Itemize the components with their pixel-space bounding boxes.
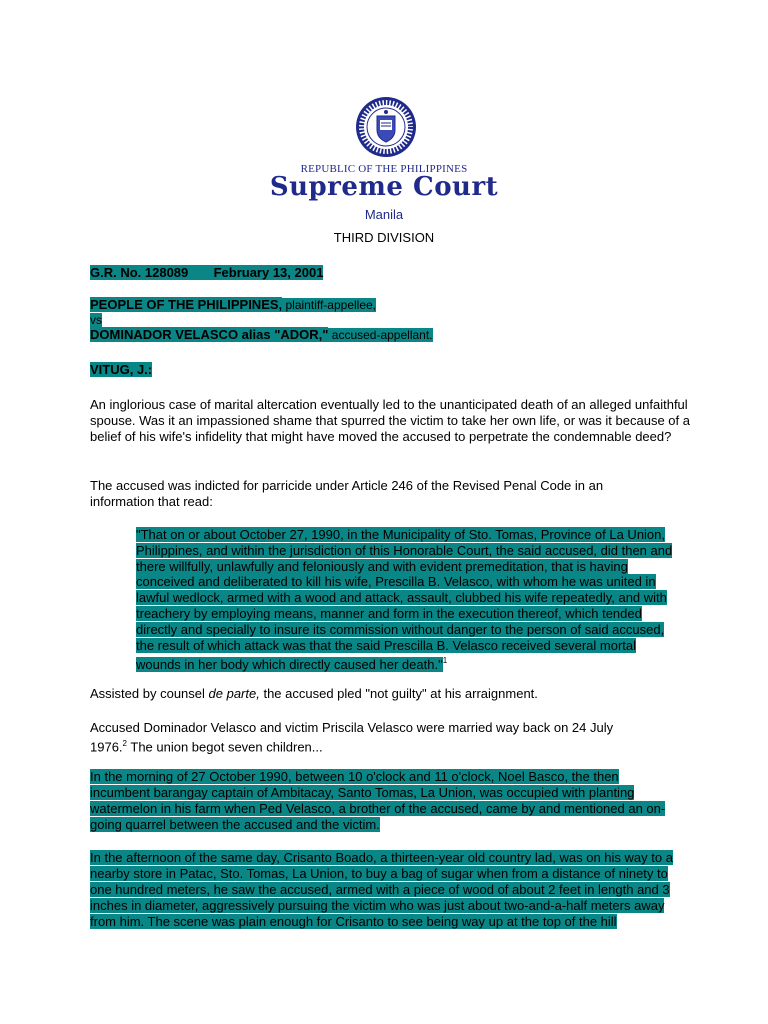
vs-line xyxy=(90,312,690,328)
quote-text: "That on or about October 27, 1990, in the Municipality of Sto. Tomas, Province of La Union, Philippines, and within the jurisdiction of this Honorable Court, the said accused, did then and there willfully, unlawfully and feloniously and with evident premeditation, that is having conceived and deliberated to kill his wife, Prescilla B. Velasco, with whom he was united in lawful wedlock, armed with a wood and attack, assault, clubbed his wife repeatedly, and with treachery by employing means, manner and form in the execution thereof, which tended directly and specially to insure its commission without danger to the person of said accused, the result of which attack was that the said Prescilla B. Velasco received several mortal wounds in her body which directly caused her death." xyxy=(136,527,673,672)
accused-role: accused-appellant. xyxy=(328,328,432,342)
paragraph-5: In the morning of 27 October 1990, between 10 o'clock and 11 o'clock, Noel Basco, the then incumbent barangay captain of Ambitacay, Santo Tomas, La Union, was occupied with planting watermelon in his farm when Ped Velasco, a brother of the accused, came by and mentioned an on-going quarrel between the accused and the victim. xyxy=(90,769,666,832)
court-name: Supreme Court xyxy=(269,172,499,202)
quote-footnote[interactable]: 1 xyxy=(442,656,448,666)
case-number-line xyxy=(90,265,690,281)
paragraph-1: An inglorious case of marital altercation eventually led to the unanticipated death of an alleged unfaithful spouse. Was it an impassioned shame that spurred the victim to take her own life, or was it because of a belief of his wife's infidelity that might have moved the accused to perpetrate the condemnable deed? xyxy=(90,397,690,444)
case-date: February 13, 2001 xyxy=(213,265,324,280)
case-separator xyxy=(188,265,213,280)
division-label: THIRD DIVISION xyxy=(333,230,435,245)
accused-line xyxy=(90,327,690,343)
vs-label: vs xyxy=(90,313,102,327)
plaintiff-name: PEOPLE OF THE PHILIPPINES, xyxy=(90,297,283,312)
de-parte-italic: de parte, xyxy=(208,686,260,701)
paragraph-4: Accused Dominador Velasco and victim Priscila Velasco were married way back on 24 July 1976.$^2$ The union begot seven children... xyxy=(90,720,614,755)
republic-heading: REPUBLIC OF THE PHILIPPINES xyxy=(300,163,468,175)
paragraph-2: The accused was indicted for parricide under Article 246 of the Revised Penal Code in an information that read: xyxy=(90,478,604,509)
paragraph-3: Assisted by counsel de parte, the accused pled "not guilty" at his arraignment. xyxy=(90,686,538,701)
plaintiff-line xyxy=(90,297,690,313)
court-city: Manila xyxy=(364,207,404,222)
information-quote xyxy=(136,527,681,673)
plaintiff-role: plaintiff-appellee, xyxy=(282,298,376,312)
supreme-court-seal-icon xyxy=(355,96,417,158)
paragraph-6: In the afternoon of the same day, Crisanto Boado, a thirteen-year old country lad, was on his way to a nearby store in Patac, Sto. Tomas, La Union, to buy a bag of sugar when from a distance of ninety to one hundred meters, he saw the accused, armed with a piece of wood of about 2 feet in length and 3 inches in diameter, aggressively pursuing the victim who was just about two-and-a-half meters away from him. The scene was plain enough for Crisanto to see being way up at the top of the hill xyxy=(90,850,673,929)
ponente-line xyxy=(90,362,690,378)
parties-block xyxy=(90,297,690,343)
para4-footnote[interactable]: 2 xyxy=(122,739,127,748)
ponente: VITUG, J.: xyxy=(90,362,153,377)
gr-number: G.R. No. 128089 xyxy=(90,265,189,280)
accused-name: DOMINADOR VELASCO alias "ADOR," xyxy=(90,327,329,342)
